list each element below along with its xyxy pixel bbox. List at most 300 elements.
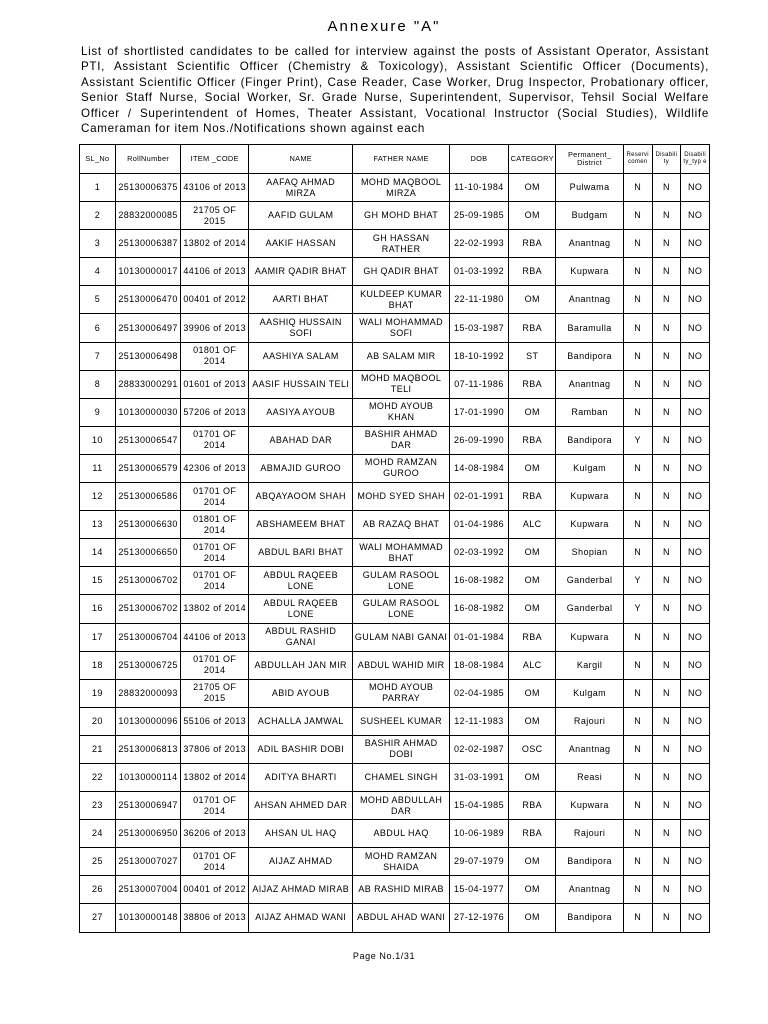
cell-sl-no: 3 xyxy=(80,230,116,258)
cell-reservation: Y xyxy=(623,567,652,595)
cell-dob: 25-09-1985 xyxy=(449,202,508,230)
cell-name: AASHIQ HUSSAIN SOFI xyxy=(249,314,353,342)
cell-father-name: ABDUL WAHID MIR xyxy=(353,651,449,679)
cell-father-name: MOHD AYOUB KHAN xyxy=(353,398,449,426)
header-disability: Disabili ty xyxy=(652,145,681,174)
cell-name: ADITYA BHARTI xyxy=(249,763,353,791)
cell-category: OM xyxy=(509,454,556,482)
cell-dob: 22-02-1993 xyxy=(449,230,508,258)
cell-item-code: 01701 OF 2014 xyxy=(181,848,249,876)
cell-disability-type: NO xyxy=(681,567,710,595)
cell-father-name: ABDUL HAQ xyxy=(353,820,449,848)
cell-category: RBA xyxy=(509,483,556,511)
cell-disability-type: NO xyxy=(681,623,710,651)
cell-reservation: N xyxy=(623,904,652,932)
cell-item-code: 43106 of 2013 xyxy=(181,174,249,202)
cell-reservation: N xyxy=(623,735,652,763)
cell-father-name: MOHD AYOUB PARRAY xyxy=(353,679,449,707)
cell-category: RBA xyxy=(509,792,556,820)
cell-category: RBA xyxy=(509,314,556,342)
cell-sl-no: 4 xyxy=(80,258,116,286)
cell-father-name: AB SALAM MIR xyxy=(353,342,449,370)
cell-category: RBA xyxy=(509,370,556,398)
cell-category: RBA xyxy=(509,820,556,848)
header-dob: DOB xyxy=(449,145,508,174)
cell-father-name: ABDUL AHAD WANI xyxy=(353,904,449,932)
cell-disability-type: NO xyxy=(681,820,710,848)
cell-name: AAFAQ AHMAD MIRZA xyxy=(249,174,353,202)
table-row xyxy=(80,679,710,707)
cell-disability: N xyxy=(652,651,681,679)
cell-name: ABAHAD DAR xyxy=(249,426,353,454)
cell-sl-no: 9 xyxy=(80,398,116,426)
cell-item-code: 21705 OF 2015 xyxy=(181,202,249,230)
cell-sl-no: 26 xyxy=(80,876,116,904)
cell-item-code: 21705 OF 2015 xyxy=(181,679,249,707)
cell-dob: 15-03-1987 xyxy=(449,314,508,342)
cell-disability-type: NO xyxy=(681,454,710,482)
table-row xyxy=(80,258,710,286)
cell-roll-number: 25130006650 xyxy=(115,539,181,567)
cell-dob: 26-09-1990 xyxy=(449,426,508,454)
cell-permanent-district: Bandipora xyxy=(556,904,624,932)
cell-permanent-district: Ramban xyxy=(556,398,624,426)
cell-name: ADIL BASHIR DOBI xyxy=(249,735,353,763)
cell-item-code: 00401 of 2012 xyxy=(181,286,249,314)
cell-item-code: 13802 of 2014 xyxy=(181,230,249,258)
cell-item-code: 01801 OF 2014 xyxy=(181,342,249,370)
cell-name: ABDUL RAQEEB LONE xyxy=(249,595,353,623)
cell-sl-no: 10 xyxy=(80,426,116,454)
table-row xyxy=(80,876,710,904)
cell-name: AIJAZ AHMAD WANI xyxy=(249,904,353,932)
cell-reservation: N xyxy=(623,511,652,539)
cell-sl-no: 24 xyxy=(80,820,116,848)
cell-roll-number: 25130007004 xyxy=(115,876,181,904)
cell-name: ABDUL RAQEEB LONE xyxy=(249,567,353,595)
cell-disability-type: NO xyxy=(681,342,710,370)
cell-father-name: AB RASHID MIRAB xyxy=(353,876,449,904)
header-category: CATEGORY xyxy=(509,145,556,174)
cell-dob: 18-10-1992 xyxy=(449,342,508,370)
table-row xyxy=(80,820,710,848)
table-row xyxy=(80,370,710,398)
cell-sl-no: 15 xyxy=(80,567,116,595)
cell-disability-type: NO xyxy=(681,483,710,511)
cell-roll-number: 25130006579 xyxy=(115,454,181,482)
cell-item-code: 01601 of 2013 xyxy=(181,370,249,398)
cell-dob: 11-10-1984 xyxy=(449,174,508,202)
cell-sl-no: 7 xyxy=(80,342,116,370)
cell-disability: N xyxy=(652,398,681,426)
table-row xyxy=(80,707,710,735)
cell-disability: N xyxy=(652,595,681,623)
cell-item-code: 13802 of 2014 xyxy=(181,763,249,791)
table-row xyxy=(80,792,710,820)
cell-category: RBA xyxy=(509,623,556,651)
table-row xyxy=(80,174,710,202)
cell-item-code: 44106 of 2013 xyxy=(181,258,249,286)
table-row xyxy=(80,286,710,314)
cell-item-code: 01701 OF 2014 xyxy=(181,483,249,511)
cell-disability-type: NO xyxy=(681,511,710,539)
cell-disability: N xyxy=(652,539,681,567)
cell-reservation: N xyxy=(623,623,652,651)
table-row xyxy=(80,454,710,482)
cell-category: ST xyxy=(509,342,556,370)
header-item-code: ITEM _CODE xyxy=(181,145,249,174)
cell-roll-number: 10130000030 xyxy=(115,398,181,426)
cell-permanent-district: Kupwara xyxy=(556,511,624,539)
header-disability-type: Disabili ty_typ e xyxy=(681,145,710,174)
cell-category: OM xyxy=(509,679,556,707)
cell-name: ACHALLA JAMWAL xyxy=(249,707,353,735)
cell-permanent-district: Anantnag xyxy=(556,286,624,314)
cell-category: OM xyxy=(509,567,556,595)
cell-disability: N xyxy=(652,904,681,932)
cell-item-code: 42306 of 2013 xyxy=(181,454,249,482)
cell-roll-number: 25130006375 xyxy=(115,174,181,202)
cell-father-name: MOHD SYED SHAH xyxy=(353,483,449,511)
table-row xyxy=(80,735,710,763)
cell-disability-type: NO xyxy=(681,258,710,286)
cell-name: AIJAZ AHMAD xyxy=(249,848,353,876)
cell-father-name: GULAM NABI GANAI xyxy=(353,623,449,651)
cell-dob: 22-11-1980 xyxy=(449,286,508,314)
cell-disability-type: NO xyxy=(681,763,710,791)
cell-name: AAKIF HASSAN xyxy=(249,230,353,258)
intro-paragraph: List of shortlisted candidates to be called for interview against the posts of Assistant Operator, Assistant PTI, Assistant Scientific Officer (Chemistry & Toxicology), Assistant Scientific Officer (Documents), Assistant Scientific Officer (Finger Print), Case Reader, Case Worker, Drug Inspector, Probationary officer, Senior Staff Nurse, Social Worker, Sr. Grade Nurse, Superintendent, Supervisor, Tehsil Social Welfare Officer / Superintendent of Homes, Theater Assistant, Vocational Instructor (Social Studies), Wildlife Cameraman for item Nos./Notifications shown against each xyxy=(81,45,709,136)
cell-reservation: N xyxy=(623,483,652,511)
cell-roll-number: 25130006497 xyxy=(115,314,181,342)
cell-name: ABMAJID GUROO xyxy=(249,454,353,482)
cell-category: RBA xyxy=(509,230,556,258)
cell-roll-number: 25130006586 xyxy=(115,483,181,511)
cell-item-code: 37806 of 2013 xyxy=(181,735,249,763)
cell-disability-type: NO xyxy=(681,792,710,820)
cell-name: ABQAYAOOM SHAH xyxy=(249,483,353,511)
table-row xyxy=(80,567,710,595)
cell-item-code: 01701 OF 2014 xyxy=(181,651,249,679)
cell-category: OM xyxy=(509,707,556,735)
cell-reservation: N xyxy=(623,454,652,482)
cell-category: RBA xyxy=(509,426,556,454)
cell-dob: 16-08-1982 xyxy=(449,567,508,595)
cell-reservation: N xyxy=(623,679,652,707)
cell-father-name: BASHIR AHMAD DOBI xyxy=(353,735,449,763)
cell-sl-no: 18 xyxy=(80,651,116,679)
cell-category: OM xyxy=(509,174,556,202)
cell-name: AASIYA AYOUB xyxy=(249,398,353,426)
cell-disability: N xyxy=(652,567,681,595)
cell-permanent-district: Kupwara xyxy=(556,792,624,820)
cell-permanent-district: Anantnag xyxy=(556,876,624,904)
cell-category: OSC xyxy=(509,735,556,763)
cell-father-name: MOHD ABDULLAH DAR xyxy=(353,792,449,820)
cell-dob: 07-11-1986 xyxy=(449,370,508,398)
cell-roll-number: 28832000093 xyxy=(115,679,181,707)
cell-sl-no: 13 xyxy=(80,511,116,539)
header-name: NAME xyxy=(249,145,353,174)
cell-permanent-district: Budgam xyxy=(556,202,624,230)
table-row xyxy=(80,511,710,539)
header-row xyxy=(80,145,710,174)
cell-disability-type: NO xyxy=(681,679,710,707)
cell-item-code: 13802 of 2014 xyxy=(181,595,249,623)
cell-reservation: Y xyxy=(623,426,652,454)
cell-dob: 02-01-1991 xyxy=(449,483,508,511)
cell-father-name: BASHIR AHMAD DAR xyxy=(353,426,449,454)
cell-disability: N xyxy=(652,483,681,511)
cell-roll-number: 25130006498 xyxy=(115,342,181,370)
cell-disability: N xyxy=(652,792,681,820)
cell-permanent-district: Ganderbal xyxy=(556,567,624,595)
cell-permanent-district: Kupwara xyxy=(556,483,624,511)
cell-item-code: 01701 OF 2014 xyxy=(181,567,249,595)
cell-disability: N xyxy=(652,342,681,370)
page-number: Page No.1/31 xyxy=(352,951,416,961)
cell-category: OM xyxy=(509,763,556,791)
cell-sl-no: 14 xyxy=(80,539,116,567)
cell-reservation: N xyxy=(623,314,652,342)
cell-roll-number: 25130006702 xyxy=(115,567,181,595)
cell-roll-number: 25130006470 xyxy=(115,286,181,314)
cell-category: OM xyxy=(509,904,556,932)
cell-item-code: 01701 OF 2014 xyxy=(181,539,249,567)
cell-name: ABSHAMEEM BHAT xyxy=(249,511,353,539)
table-row xyxy=(80,483,710,511)
cell-item-code: 01701 OF 2014 xyxy=(181,426,249,454)
cell-father-name: GH MOHD BHAT xyxy=(353,202,449,230)
cell-disability-type: NO xyxy=(681,174,710,202)
cell-father-name: WALI MOHAMMAD BHAT xyxy=(353,539,449,567)
cell-item-code: 39906 of 2013 xyxy=(181,314,249,342)
table-row xyxy=(80,314,710,342)
cell-permanent-district: Baramulla xyxy=(556,314,624,342)
cell-item-code: 44106 of 2013 xyxy=(181,623,249,651)
cell-father-name: KULDEEP KUMAR BHAT xyxy=(353,286,449,314)
cell-sl-no: 16 xyxy=(80,595,116,623)
cell-sl-no: 11 xyxy=(80,454,116,482)
cell-name: AARTI BHAT xyxy=(249,286,353,314)
cell-disability-type: NO xyxy=(681,595,710,623)
cell-permanent-district: Bandipora xyxy=(556,342,624,370)
cell-roll-number: 25130006387 xyxy=(115,230,181,258)
cell-father-name: GH QADIR BHAT xyxy=(353,258,449,286)
cell-name: ABDUL RASHID GANAI xyxy=(249,623,353,651)
table-row xyxy=(80,623,710,651)
cell-permanent-district: Kupwara xyxy=(556,258,624,286)
cell-disability-type: NO xyxy=(681,426,710,454)
cell-reservation: N xyxy=(623,258,652,286)
cell-sl-no: 8 xyxy=(80,370,116,398)
cell-name: AASHIYA SALAM xyxy=(249,342,353,370)
cell-disability: N xyxy=(652,370,681,398)
cell-dob: 31-03-1991 xyxy=(449,763,508,791)
cell-name: ABID AYOUB xyxy=(249,679,353,707)
cell-dob: 02-03-1992 xyxy=(449,539,508,567)
cell-roll-number: 25130006704 xyxy=(115,623,181,651)
cell-permanent-district: Pulwama xyxy=(556,174,624,202)
cell-disability: N xyxy=(652,707,681,735)
cell-father-name: GULAM RASOOL LONE xyxy=(353,567,449,595)
cell-permanent-district: Rajouri xyxy=(556,707,624,735)
cell-dob: 15-04-1985 xyxy=(449,792,508,820)
cell-name: ABDUL BARI BHAT xyxy=(249,539,353,567)
table-row xyxy=(80,595,710,623)
cell-reservation: N xyxy=(623,398,652,426)
cell-permanent-district: Kupwara xyxy=(556,623,624,651)
cell-disability: N xyxy=(652,258,681,286)
header-permanent-district: Permanent_ District xyxy=(556,145,624,174)
cell-sl-no: 23 xyxy=(80,792,116,820)
cell-sl-no: 20 xyxy=(80,707,116,735)
cell-name: AAFID GULAM xyxy=(249,202,353,230)
cell-item-code: 00401 of 2012 xyxy=(181,876,249,904)
cell-reservation: N xyxy=(623,707,652,735)
cell-dob: 17-01-1990 xyxy=(449,398,508,426)
cell-sl-no: 25 xyxy=(80,848,116,876)
cell-disability-type: NO xyxy=(681,370,710,398)
header-reservation: Reservi comen xyxy=(623,145,652,174)
cell-dob: 10-06-1989 xyxy=(449,820,508,848)
cell-disability: N xyxy=(652,314,681,342)
table-row xyxy=(80,202,710,230)
cell-roll-number: 10130000114 xyxy=(115,763,181,791)
cell-reservation: N xyxy=(623,876,652,904)
cell-sl-no: 19 xyxy=(80,679,116,707)
cell-dob: 14-08-1984 xyxy=(449,454,508,482)
cell-reservation: N xyxy=(623,286,652,314)
cell-disability: N xyxy=(652,202,681,230)
cell-roll-number: 25130006813 xyxy=(115,735,181,763)
table-row xyxy=(80,763,710,791)
cell-roll-number: 25130006725 xyxy=(115,651,181,679)
cell-item-code: 57206 of 2013 xyxy=(181,398,249,426)
cell-father-name: GH HASSAN RATHER xyxy=(353,230,449,258)
table-row xyxy=(80,230,710,258)
candidates-table xyxy=(79,144,710,933)
cell-name: AIJAZ AHMAD MIRAB xyxy=(249,876,353,904)
cell-disability-type: NO xyxy=(681,904,710,932)
cell-category: OM xyxy=(509,286,556,314)
cell-sl-no: 6 xyxy=(80,314,116,342)
cell-disability-type: NO xyxy=(681,539,710,567)
cell-roll-number: 25130006702 xyxy=(115,595,181,623)
cell-sl-no: 12 xyxy=(80,483,116,511)
cell-disability: N xyxy=(652,820,681,848)
cell-reservation: N xyxy=(623,763,652,791)
cell-disability: N xyxy=(652,763,681,791)
cell-disability: N xyxy=(652,286,681,314)
cell-dob: 18-08-1984 xyxy=(449,651,508,679)
cell-disability: N xyxy=(652,511,681,539)
cell-name: AHSAN AHMED DAR xyxy=(249,792,353,820)
cell-disability-type: NO xyxy=(681,651,710,679)
cell-reservation: N xyxy=(623,651,652,679)
table-row xyxy=(80,904,710,932)
cell-dob: 27-12-1976 xyxy=(449,904,508,932)
cell-father-name: SUSHEEL KUMAR xyxy=(353,707,449,735)
cell-reservation: N xyxy=(623,539,652,567)
cell-father-name: AB RAZAQ BHAT xyxy=(353,511,449,539)
cell-disability: N xyxy=(652,454,681,482)
cell-roll-number: 28832000085 xyxy=(115,202,181,230)
cell-category: OM xyxy=(509,876,556,904)
cell-reservation: N xyxy=(623,230,652,258)
annexure-title: Annexure "A" xyxy=(327,18,441,35)
cell-disability-type: NO xyxy=(681,848,710,876)
table-header xyxy=(80,145,710,174)
cell-name: AASIF HUSSAIN TELI xyxy=(249,370,353,398)
cell-permanent-district: Anantnag xyxy=(556,370,624,398)
cell-father-name: WALI MOHAMMAD SOFI xyxy=(353,314,449,342)
cell-permanent-district: Anantnag xyxy=(556,230,624,258)
cell-roll-number: 28833000291 xyxy=(115,370,181,398)
cell-disability-type: NO xyxy=(681,314,710,342)
cell-reservation: N xyxy=(623,820,652,848)
cell-permanent-district: Bandipora xyxy=(556,848,624,876)
cell-reservation: N xyxy=(623,848,652,876)
header-sl-no: SL_No xyxy=(80,145,116,174)
cell-sl-no: 21 xyxy=(80,735,116,763)
cell-name: AHSAN UL HAQ xyxy=(249,820,353,848)
cell-disability-type: NO xyxy=(681,876,710,904)
cell-father-name: MOHD MAQBOOL TELI xyxy=(353,370,449,398)
cell-item-code: 55106 of 2013 xyxy=(181,707,249,735)
cell-sl-no: 5 xyxy=(80,286,116,314)
cell-reservation: N xyxy=(623,342,652,370)
cell-category: OM xyxy=(509,202,556,230)
cell-sl-no: 2 xyxy=(80,202,116,230)
cell-disability-type: NO xyxy=(681,202,710,230)
cell-sl-no: 22 xyxy=(80,763,116,791)
table-row xyxy=(80,342,710,370)
table-row xyxy=(80,539,710,567)
cell-reservation: N xyxy=(623,792,652,820)
table-body xyxy=(80,174,710,933)
header-father-name: FATHER NAME xyxy=(353,145,449,174)
cell-dob: 15-04-1977 xyxy=(449,876,508,904)
cell-roll-number: 25130006947 xyxy=(115,792,181,820)
cell-disability: N xyxy=(652,426,681,454)
cell-permanent-district: Bandipora xyxy=(556,426,624,454)
cell-sl-no: 17 xyxy=(80,623,116,651)
cell-disability-type: NO xyxy=(681,230,710,258)
cell-reservation: N xyxy=(623,370,652,398)
table-row xyxy=(80,398,710,426)
table-row xyxy=(80,426,710,454)
cell-roll-number: 25130006630 xyxy=(115,511,181,539)
cell-reservation: Y xyxy=(623,595,652,623)
cell-reservation: N xyxy=(623,202,652,230)
cell-item-code: 36206 of 2013 xyxy=(181,820,249,848)
cell-disability: N xyxy=(652,174,681,202)
cell-father-name: MOHD RAMZAN SHAIDA xyxy=(353,848,449,876)
cell-dob: 01-01-1984 xyxy=(449,623,508,651)
cell-category: OM xyxy=(509,539,556,567)
cell-father-name: GULAM RASOOL LONE xyxy=(353,595,449,623)
cell-permanent-district: Kargil xyxy=(556,651,624,679)
cell-sl-no: 1 xyxy=(80,174,116,202)
cell-disability: N xyxy=(652,623,681,651)
table-row xyxy=(80,651,710,679)
cell-roll-number: 25130006547 xyxy=(115,426,181,454)
cell-permanent-district: Reasi xyxy=(556,763,624,791)
cell-disability-type: NO xyxy=(681,735,710,763)
cell-disability: N xyxy=(652,876,681,904)
cell-dob: 01-04-1986 xyxy=(449,511,508,539)
